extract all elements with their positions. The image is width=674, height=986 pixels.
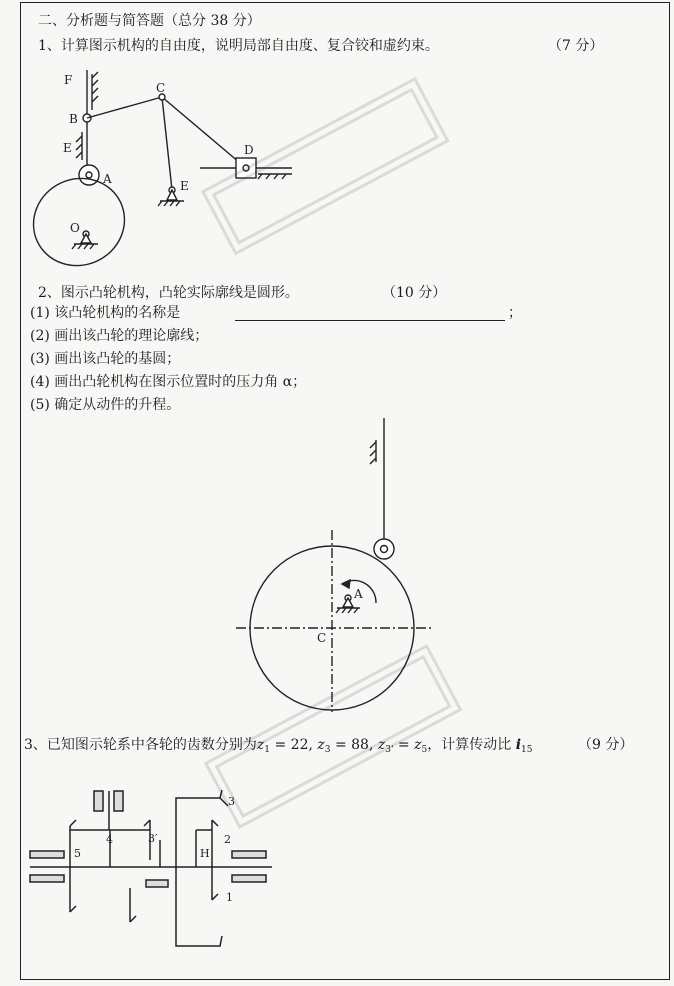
q2-item-4: (4) 画出凸轮机构在图示位置时的压力角 α； [30, 374, 307, 390]
q2-item-5: (5) 确定从动件的升程。 [30, 397, 181, 413]
label-F: F [64, 73, 73, 87]
gear-label-3-prime: 3′ [148, 832, 158, 845]
label-E-lower: E [180, 179, 189, 193]
q1-score: （7 分） [548, 38, 604, 54]
gear-label-2: 2 [224, 833, 231, 846]
q3-z3p: z [377, 737, 386, 753]
q3-score: （9 分） [578, 737, 634, 753]
cam-label-C: C [317, 631, 327, 645]
q2-score: （10 分） [382, 285, 447, 301]
q1-text: 1、计算图示机构的自由度，说明局部自由度、复合铰和虚约束。 [38, 38, 439, 54]
q3-z5-sub: 5 [421, 745, 428, 755]
label-B: B [69, 112, 78, 126]
q3-i15-sub: 15 [521, 745, 533, 755]
q3-eq3: = [393, 737, 415, 753]
q2-item-1: (1) 该凸轮机构的名称是 [30, 305, 181, 321]
q3-z1: z [256, 737, 265, 753]
gear-label-4: 4 [106, 833, 113, 846]
label-A: A [103, 172, 112, 186]
label-C: C [156, 81, 166, 95]
section-heading: 二、分析题与简答题（总分 38 分） [38, 13, 261, 29]
q2-item-3: (3) 画出该凸轮的基圆； [30, 351, 181, 367]
label-E-upper: E [63, 141, 72, 155]
q3-z5: z [414, 737, 422, 753]
q2-blank-end: ； [508, 305, 522, 321]
q3-z3-sub: 3 [324, 745, 331, 755]
label-D: D [244, 143, 254, 157]
q3-text-after: ，计算传动比 [427, 737, 516, 753]
q2-item-2: (2) 画出该凸轮的理论廓线； [30, 328, 209, 344]
carrier-label-H: H [200, 847, 210, 860]
q3-eq2: = 88, [330, 737, 378, 753]
q3-text-before: 3、已知图示轮系中各轮的齿数分别为 [24, 737, 257, 753]
gear-label-5: 5 [74, 847, 81, 860]
label-O: O [70, 221, 80, 235]
q2-text: 2、图示凸轮机构，凸轮实际廓线是圆形。 [38, 285, 299, 301]
q3-z1-sub: 1 [264, 745, 271, 755]
q3-z3: z [317, 737, 325, 753]
q3-i15: i [515, 737, 522, 753]
gear-label-1: 1 [226, 891, 233, 904]
q3-eq1: = 22, [270, 737, 318, 753]
cam-label-A: A [354, 587, 363, 601]
gear-label-3: 3 [228, 795, 235, 808]
q3-z3p-sub: 3' [385, 745, 394, 755]
